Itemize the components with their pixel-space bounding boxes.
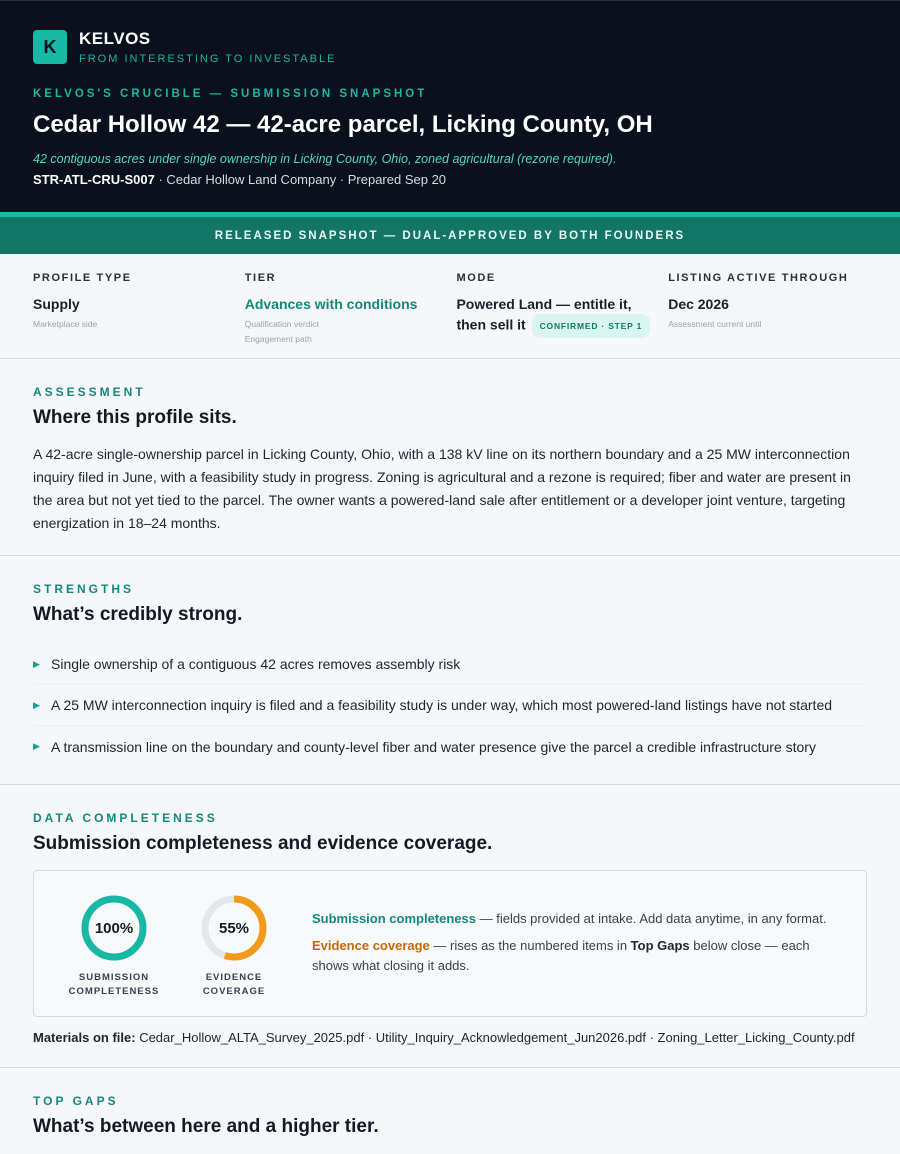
- status-banner: RELEASED SNAPSHOT — DUAL-APPROVED BY BOTH FOUNDERS: [0, 212, 900, 254]
- assessment-section: [0, 359, 900, 556]
- list-item: [33, 726, 867, 767]
- profile-mode: [456, 272, 668, 358]
- assessment-title: Where this profile sits.: [33, 407, 237, 428]
- hero-meta: [33, 172, 867, 187]
- completeness-card: [33, 870, 867, 1017]
- legend-term: Top Gaps: [630, 938, 690, 953]
- legend-evidence: [312, 936, 850, 976]
- completeness-section: [0, 785, 900, 1068]
- gauge-label-line: COVERAGE: [202, 986, 266, 997]
- list-item: [33, 685, 867, 726]
- strength-text: A 25 MW interconnection inquiry is filed and a feasibility study is under way, which most powered-land listings have not started: [51, 697, 833, 713]
- gauge-label: [69, 971, 160, 999]
- files-label: Materials on file:: [33, 1030, 136, 1045]
- legend-text: — fields provided at intake. Add data anytime, in any format.: [476, 911, 827, 926]
- header-hero: [0, 0, 900, 212]
- top-gaps-section: [0, 1068, 900, 1138]
- hero-kicker: KELVOS'S CRUCIBLE — SUBMISSION SNAPSHOT: [33, 88, 428, 100]
- completeness-kicker: DATA COMPLETENESS: [33, 811, 218, 825]
- assessment-kicker: ASSESSMENT: [33, 385, 146, 399]
- profile-listing: [668, 272, 867, 358]
- hero-description: 42 contiguous acres under single ownership in Licking County, Ohio, zoned agricultural (rezone required).: [33, 152, 617, 166]
- listing-value: Dec 2026: [668, 296, 729, 312]
- submission-completeness-gauge: [54, 871, 174, 1016]
- triangle-right-icon: ▶: [33, 699, 40, 710]
- tier-sub-path: Engagement path: [244, 334, 312, 344]
- gauge-ring: [79, 893, 149, 963]
- gauge-value: 55%: [218, 920, 250, 937]
- triangle-right-icon: ▶: [33, 741, 40, 751]
- assessment-body: A 42-acre single-ownership parcel in Licking County, Ohio, with a 138 kV line on its northern boundary and a 25 MW interconnection inquiry filed in June, with a feasibility study in progress. Zoning is agricultural and a rezone is required; fiber and water are present in the area but not yet tied to the parcel. The owner wants a powered-land sale after entitlement or a developer joint venture, targeting energization in 18–24 months.: [33, 446, 851, 531]
- strengths-section: [0, 556, 900, 785]
- mode-value-line2: then sell it: [456, 316, 526, 333]
- profile-type: [33, 272, 245, 358]
- tier-value: Advances with conditions: [244, 296, 418, 312]
- tier-sub-verdict: Qualification verdict: [244, 319, 319, 329]
- gaps-kicker: TOP GAPS: [33, 1094, 119, 1108]
- legend-term: Evidence coverage: [312, 938, 430, 953]
- strengths-kicker: STRENGTHS: [33, 582, 135, 596]
- mode-label: MODE: [456, 272, 496, 284]
- strengths-title: What’s credibly strong.: [33, 604, 243, 625]
- strengths-list: [33, 644, 867, 767]
- listing-sub: Assessment current until: [668, 319, 762, 329]
- kelvos-logo-icon: K: [33, 30, 67, 64]
- materials-on-file: [33, 1030, 867, 1045]
- brand: [33, 29, 867, 65]
- tier-label: TIER: [244, 272, 277, 284]
- gauge-label-line: EVIDENCE: [205, 972, 263, 983]
- legend-submission: [312, 909, 850, 929]
- strength-text: A transmission line on the boundary and county-level fiber and water presence give the parcel a credible infrastructure story: [51, 738, 816, 755]
- brand-tagline: FROM INTERESTING TO INVESTABLE: [79, 53, 337, 65]
- gauge-label-line: COMPLETENESS: [68, 986, 160, 997]
- gauge-label-line: SUBMISSION: [78, 972, 150, 983]
- tier-sub: [245, 317, 457, 347]
- completeness-legend: [294, 871, 866, 1016]
- files-list: Cedar_Hollow_ALTA_Survey_2025.pdf · Utility_Inquiry_Acknowledgement_Jun2026.pdf · Zoning_Letter_Licking_County.pdf: [135, 1030, 855, 1045]
- listing-label: LISTING ACTIVE THROUGH: [668, 272, 849, 284]
- mode-value-line1: Powered Land — entitle it,: [456, 296, 632, 312]
- legend-term: Submission completeness: [312, 911, 476, 926]
- profile-tier: [245, 272, 457, 358]
- profile-type-sub: Marketplace side: [33, 319, 98, 329]
- triangle-right-icon: ▶: [33, 658, 40, 669]
- brand-name: KELVOS: [79, 29, 151, 48]
- mode-value: [456, 294, 668, 338]
- completeness-title: Submission completeness and evidence coverage.: [33, 833, 493, 854]
- legend-text: below close — each shows what closing it adds.: [312, 938, 810, 973]
- submission-id: STR-ATL-CRU-S007: [33, 172, 155, 187]
- evidence-coverage-gauge: [174, 871, 294, 1016]
- page-title: Cedar Hollow 42 — 42-acre parcel, Licking County, OH: [33, 111, 653, 138]
- hero-meta-rest: · Cedar Hollow Land Company · Prepared Sep 20: [154, 172, 447, 187]
- profile-summary: [0, 254, 900, 359]
- gauge-ring: [199, 893, 269, 963]
- strength-text: Single ownership of a contiguous 42 acres removes assembly risk: [51, 656, 461, 672]
- profile-type-value: Supply: [33, 296, 80, 312]
- list-item: [33, 644, 867, 685]
- profile-type-label: PROFILE TYPE: [33, 272, 132, 284]
- gauge-value: 100%: [94, 920, 134, 937]
- status-badge: CONFIRMED · STEP 1: [532, 314, 651, 338]
- gauge-label: [203, 971, 265, 999]
- gaps-title: What’s between here and a higher tier.: [33, 1116, 379, 1137]
- legend-text: — rises as the numbered items in: [429, 938, 631, 953]
